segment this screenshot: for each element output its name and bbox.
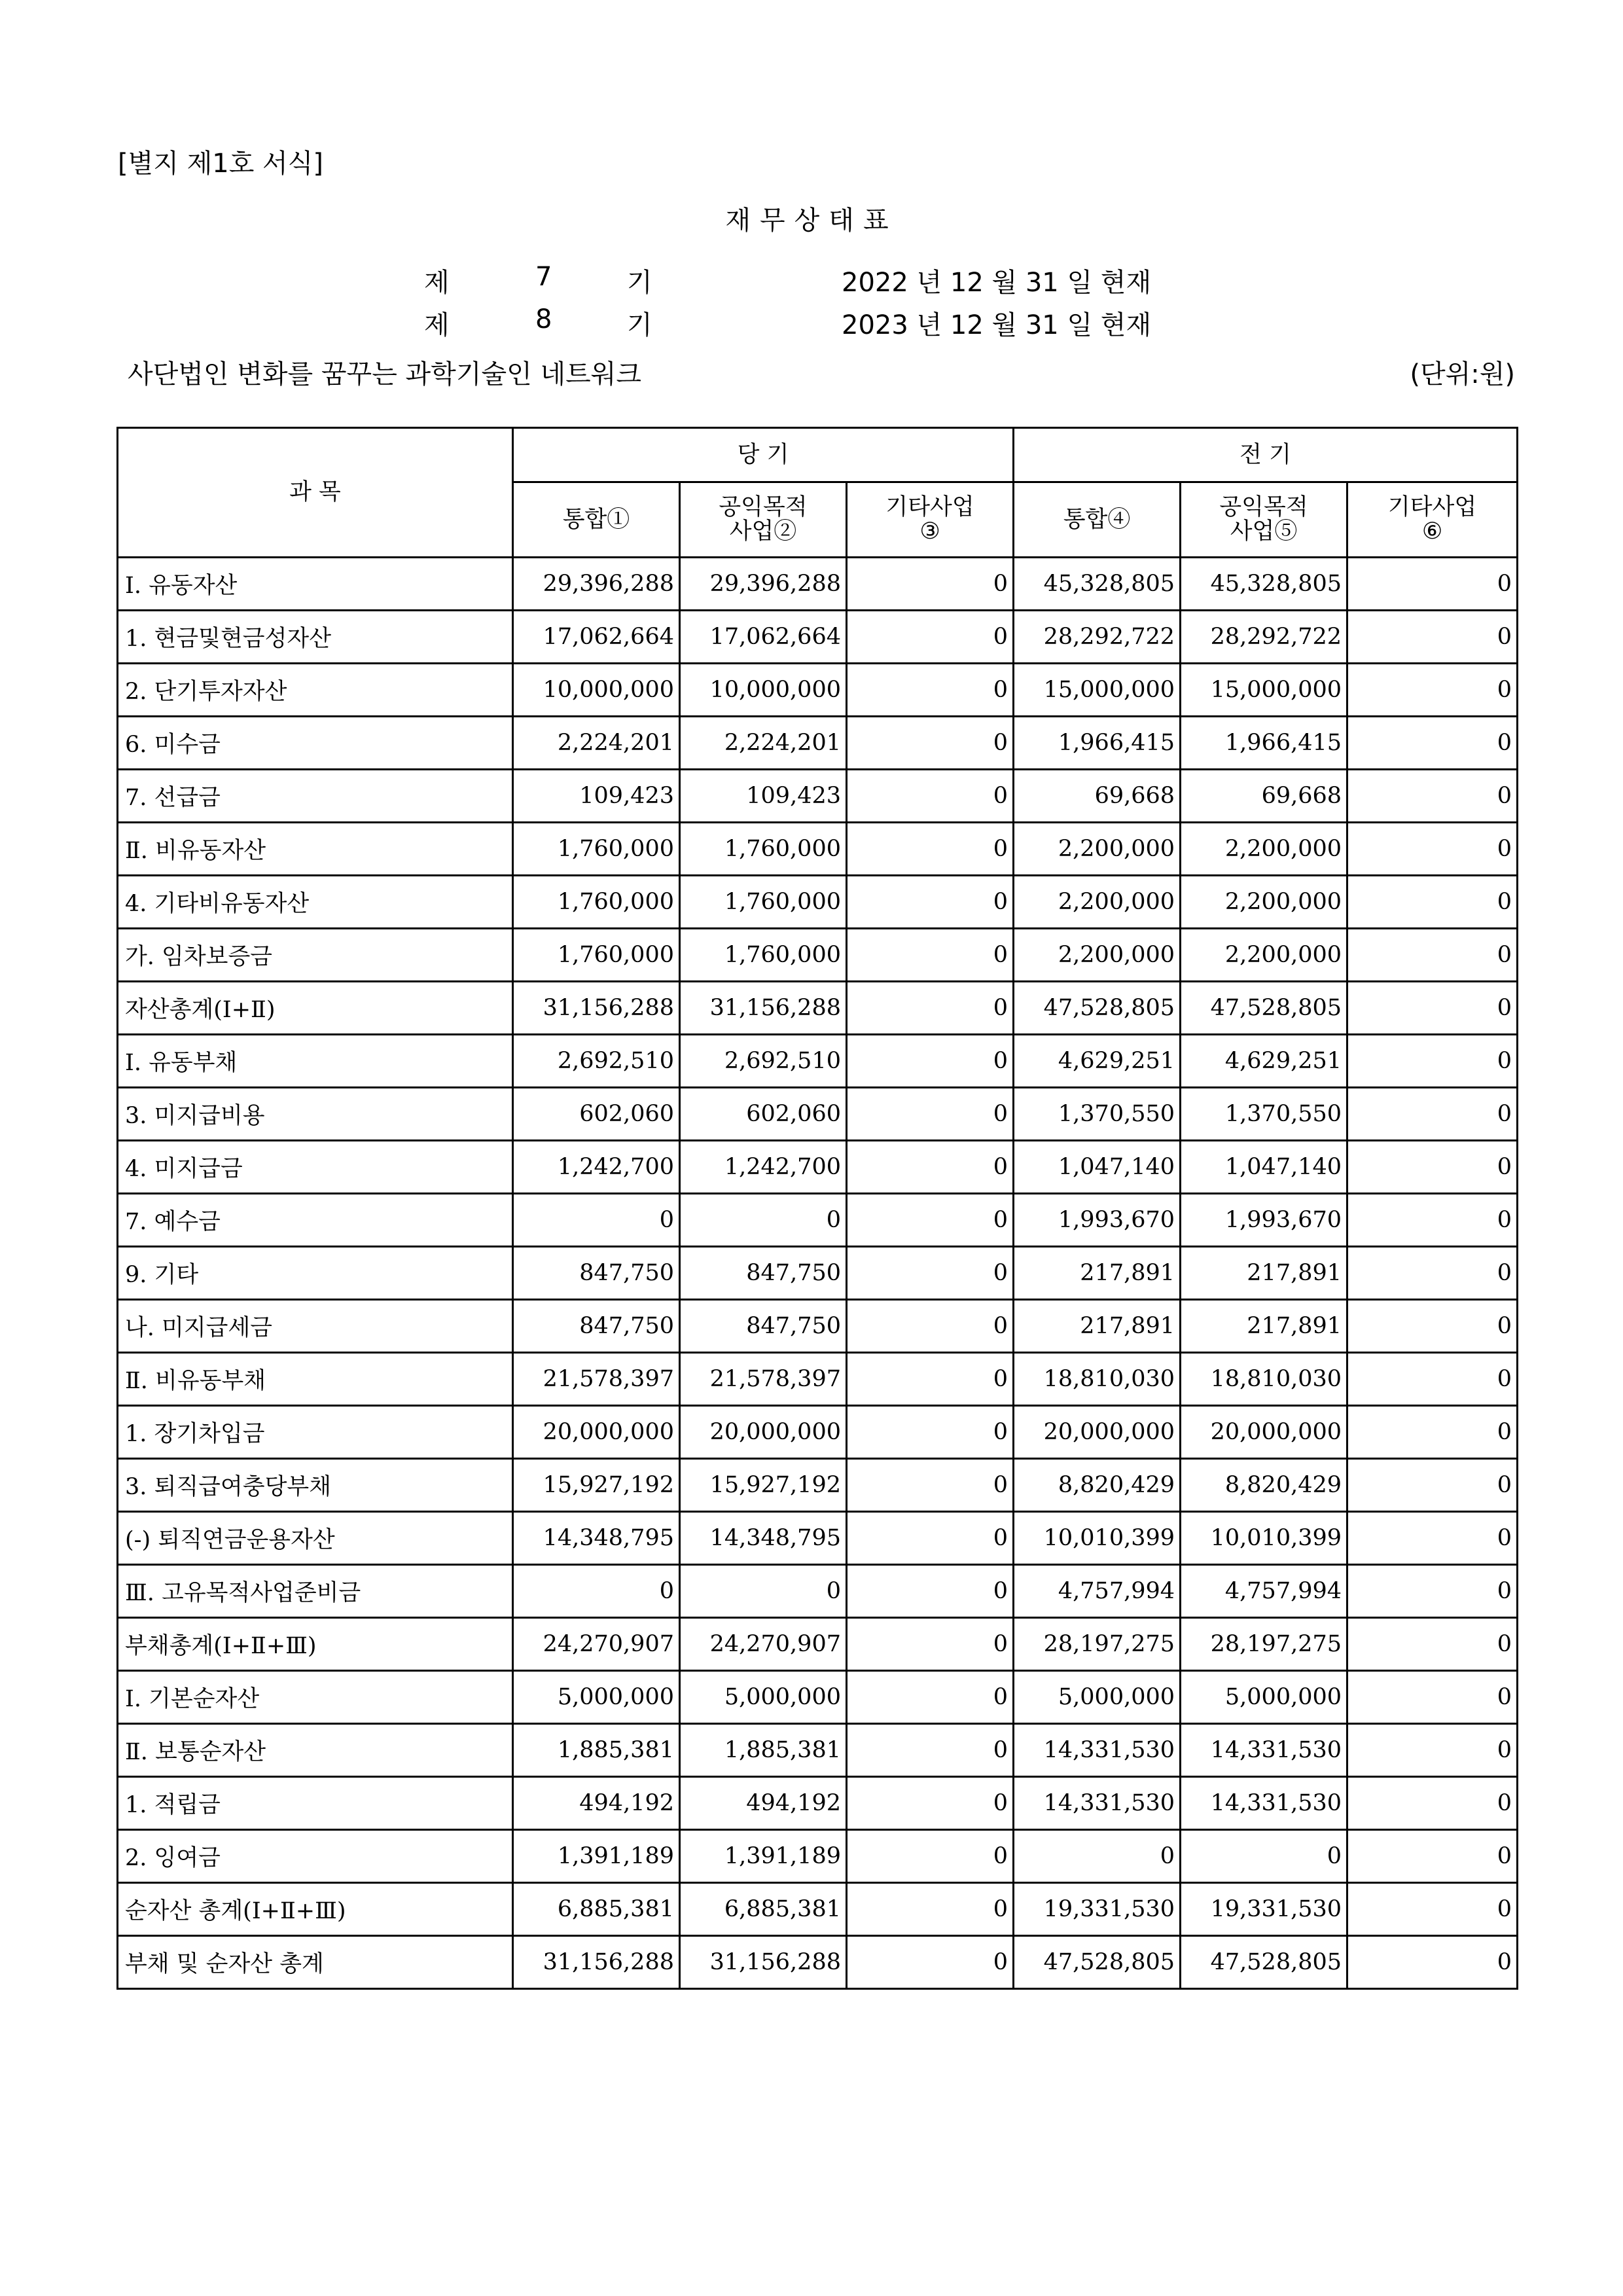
row-item-label: 가. 임차보증금 (118, 929, 513, 982)
amount-cell: 0 (847, 823, 1014, 876)
amount-cell: 2,692,510 (680, 1035, 847, 1088)
row-item-label: 순자산 총계(Ⅰ+Ⅱ+Ⅲ) (118, 1883, 513, 1936)
header-row-groups (118, 428, 1518, 482)
column-group-current-period: 당 기 (513, 428, 1014, 482)
table-row (118, 1459, 1518, 1512)
period-1-unit: 기 (627, 268, 652, 298)
amount-cell: 1,047,140 (1014, 1141, 1181, 1194)
row-item-label: (-) 퇴직연금운용자산 (118, 1512, 513, 1565)
amount-cell: 0 (847, 1565, 1014, 1618)
amount-cell: 0 (847, 1194, 1014, 1247)
amount-cell: 0 (847, 876, 1014, 929)
amount-cell: 21,578,397 (513, 1353, 680, 1406)
amount-cell: 109,423 (513, 770, 680, 823)
amount-cell: 0 (847, 982, 1014, 1035)
amount-cell: 19,331,530 (1014, 1883, 1181, 1936)
amount-cell: 14,331,530 (1181, 1777, 1347, 1830)
amount-cell: 10,010,399 (1181, 1512, 1347, 1565)
row-item-label: 3. 미지급비용 (118, 1088, 513, 1141)
column-group-prior-period: 전 기 (1014, 428, 1518, 482)
amount-cell: 0 (847, 929, 1014, 982)
amount-cell: 4,757,994 (1014, 1565, 1181, 1618)
amount-cell: 0 (847, 1936, 1014, 1989)
amount-cell: 24,270,907 (680, 1618, 847, 1671)
table-row (118, 558, 1518, 611)
amount-cell: 29,396,288 (513, 558, 680, 611)
row-item-label: 3. 퇴직급여충당부채 (118, 1459, 513, 1512)
amount-cell: 0 (847, 1088, 1014, 1141)
amount-cell: 47,528,805 (1014, 1936, 1181, 1989)
amount-cell: 2,224,201 (513, 717, 680, 770)
amount-cell: 1,391,189 (513, 1830, 680, 1883)
amount-cell: 31,156,288 (513, 982, 680, 1035)
row-item-label: Ⅱ. 비유동부채 (118, 1353, 513, 1406)
row-item-label: Ⅱ. 보통순자산 (118, 1724, 513, 1777)
amount-cell: 18,810,030 (1014, 1353, 1181, 1406)
amount-cell: 0 (1014, 1830, 1181, 1883)
amount-cell: 6,885,381 (513, 1883, 680, 1936)
amount-cell: 602,060 (680, 1088, 847, 1141)
period-2-ordinal-label: 제 (424, 310, 450, 340)
amount-cell: 0 (847, 1777, 1014, 1830)
amount-cell: 6,885,381 (680, 1883, 847, 1936)
amount-cell: 1,760,000 (513, 823, 680, 876)
table-row (118, 664, 1518, 717)
amount-cell: 69,668 (1014, 770, 1181, 823)
amount-cell: 5,000,000 (513, 1671, 680, 1724)
table-row (118, 982, 1518, 1035)
amount-cell: 1,966,415 (1181, 717, 1347, 770)
amount-cell: 1,391,189 (680, 1830, 847, 1883)
amount-cell: 1,966,415 (1014, 717, 1181, 770)
amount-cell: 47,528,805 (1181, 1936, 1347, 1989)
amount-cell: 2,200,000 (1014, 929, 1181, 982)
amount-cell: 217,891 (1181, 1300, 1347, 1353)
amount-cell: 0 (1347, 1141, 1518, 1194)
column-header-sub-line2: ③ (919, 518, 940, 545)
table-row (118, 929, 1518, 982)
amount-cell: 0 (1347, 770, 1518, 823)
column-header-sub-4 (1014, 482, 1181, 558)
amount-cell: 0 (1347, 1883, 1518, 1936)
table-row (118, 1936, 1518, 1989)
row-item-label: 7. 예수금 (118, 1194, 513, 1247)
amount-cell: 1,760,000 (513, 876, 680, 929)
amount-cell: 217,891 (1014, 1300, 1181, 1353)
row-item-label: Ⅰ. 유동자산 (118, 558, 513, 611)
row-item-label: 7. 선급금 (118, 770, 513, 823)
amount-cell: 5,000,000 (1014, 1671, 1181, 1724)
amount-cell: 1,993,670 (1181, 1194, 1347, 1247)
amount-cell: 18,810,030 (1181, 1353, 1347, 1406)
row-item-label: 1. 적립금 (118, 1777, 513, 1830)
financial-statement-table (116, 427, 1518, 1990)
amount-cell: 0 (1347, 1088, 1518, 1141)
amount-cell: 4,629,251 (1014, 1035, 1181, 1088)
column-header-sub-1 (513, 482, 680, 558)
amount-cell: 217,891 (1181, 1247, 1347, 1300)
amount-cell: 0 (847, 1459, 1014, 1512)
amount-cell: 45,328,805 (1014, 558, 1181, 611)
amount-cell: 47,528,805 (1014, 982, 1181, 1035)
amount-cell: 15,927,192 (680, 1459, 847, 1512)
table-row (118, 1671, 1518, 1724)
organization-name: 사단법인 변화를 꿈꾸는 과학기술인 네트워크 (128, 359, 642, 389)
row-item-label: Ⅲ. 고유목적사업준비금 (118, 1565, 513, 1618)
amount-cell: 29,396,288 (680, 558, 847, 611)
amount-cell: 10,010,399 (1014, 1512, 1181, 1565)
amount-cell: 0 (1347, 1565, 1518, 1618)
amount-cell: 2,692,510 (513, 1035, 680, 1088)
amount-cell: 0 (847, 1830, 1014, 1883)
amount-cell: 15,000,000 (1014, 664, 1181, 717)
amount-cell: 0 (847, 1512, 1014, 1565)
amount-cell: 0 (847, 558, 1014, 611)
period-1-number: 7 (535, 262, 552, 292)
amount-cell: 1,047,140 (1181, 1141, 1347, 1194)
row-item-label: Ⅰ. 기본순자산 (118, 1671, 513, 1724)
table-row (118, 1512, 1518, 1565)
amount-cell: 2,200,000 (1181, 929, 1347, 982)
amount-cell: 5,000,000 (680, 1671, 847, 1724)
amount-cell: 14,348,795 (680, 1512, 847, 1565)
row-item-label: 4. 기타비유동자산 (118, 876, 513, 929)
period-2-number: 8 (535, 304, 552, 334)
amount-cell: 31,156,288 (513, 1936, 680, 1989)
column-header-sub-5 (1181, 482, 1347, 558)
amount-cell: 21,578,397 (680, 1353, 847, 1406)
amount-cell: 0 (847, 1353, 1014, 1406)
amount-cell: 0 (847, 1141, 1014, 1194)
amount-cell: 10,000,000 (513, 664, 680, 717)
amount-cell: 217,891 (1014, 1247, 1181, 1300)
amount-cell: 0 (847, 1618, 1014, 1671)
amount-cell: 0 (1347, 1512, 1518, 1565)
amount-cell: 0 (1347, 1247, 1518, 1300)
amount-cell: 0 (847, 1406, 1014, 1459)
amount-cell: 28,197,275 (1181, 1618, 1347, 1671)
amount-cell: 0 (1347, 717, 1518, 770)
amount-cell: 1,760,000 (680, 929, 847, 982)
amount-cell: 0 (513, 1194, 680, 1247)
document-title: 재무상태표 (725, 206, 898, 236)
table-row (118, 1883, 1518, 1936)
amount-cell: 28,292,722 (1014, 611, 1181, 664)
period-2-unit: 기 (627, 310, 652, 340)
amount-cell: 20,000,000 (1181, 1406, 1347, 1459)
amount-cell: 0 (1347, 1777, 1518, 1830)
amount-cell: 4,757,994 (1181, 1565, 1347, 1618)
form-label: [별지 제1호 서식] (118, 149, 323, 179)
column-header-sub-line1: 기타사업 (885, 494, 974, 521)
amount-cell: 14,331,530 (1181, 1724, 1347, 1777)
amount-cell: 1,993,670 (1014, 1194, 1181, 1247)
amount-cell: 45,328,805 (1181, 558, 1347, 611)
amount-cell: 847,750 (680, 1300, 847, 1353)
amount-cell: 1,760,000 (680, 876, 847, 929)
amount-cell: 17,062,664 (680, 611, 847, 664)
amount-cell: 0 (1347, 1936, 1518, 1989)
table-row (118, 1035, 1518, 1088)
amount-cell: 20,000,000 (513, 1406, 680, 1459)
table-row (118, 611, 1518, 664)
amount-cell: 0 (847, 664, 1014, 717)
table-row (118, 1247, 1518, 1300)
table-row (118, 770, 1518, 823)
row-item-label: 4. 미지급금 (118, 1141, 513, 1194)
amount-cell: 0 (847, 1724, 1014, 1777)
amount-cell: 1,885,381 (513, 1724, 680, 1777)
amount-cell: 0 (1347, 1830, 1518, 1883)
amount-cell: 10,000,000 (680, 664, 847, 717)
amount-cell: 0 (1347, 1353, 1518, 1406)
period-1-date: 2022 년 12 월 31 일 현재 (842, 268, 1152, 298)
row-item-label: 6. 미수금 (118, 717, 513, 770)
amount-cell: 69,668 (1181, 770, 1347, 823)
amount-cell: 8,820,429 (1181, 1459, 1347, 1512)
amount-cell: 0 (1347, 1406, 1518, 1459)
column-header-sub-3 (847, 482, 1014, 558)
amount-cell: 31,156,288 (680, 982, 847, 1035)
column-header-sub-line1: 공익목적 (1219, 494, 1308, 521)
amount-cell: 0 (1347, 1300, 1518, 1353)
table-row (118, 1565, 1518, 1618)
amount-cell: 2,200,000 (1014, 823, 1181, 876)
amount-cell: 20,000,000 (1014, 1406, 1181, 1459)
column-header-item: 과 목 (118, 428, 513, 558)
table-row (118, 1777, 1518, 1830)
amount-cell: 1,760,000 (513, 929, 680, 982)
row-item-label: 나. 미지급세금 (118, 1300, 513, 1353)
amount-cell: 0 (1347, 664, 1518, 717)
period-1-ordinal-label: 제 (424, 268, 450, 298)
row-item-label: 1. 현금및현금성자산 (118, 611, 513, 664)
amount-cell: 0 (1347, 558, 1518, 611)
amount-cell: 0 (847, 1035, 1014, 1088)
amount-cell: 2,224,201 (680, 717, 847, 770)
amount-cell: 2,200,000 (1181, 876, 1347, 929)
column-header-sub-line2: ⑥ (1421, 518, 1443, 545)
amount-cell: 14,348,795 (513, 1512, 680, 1565)
column-header-sub-6 (1347, 482, 1518, 558)
column-header-sub-line1: 통합④ (1063, 506, 1131, 533)
table-row (118, 1830, 1518, 1883)
amount-cell: 15,927,192 (513, 1459, 680, 1512)
amount-cell: 847,750 (680, 1247, 847, 1300)
amount-cell: 0 (847, 717, 1014, 770)
amount-cell: 0 (1347, 1035, 1518, 1088)
amount-cell: 24,270,907 (513, 1618, 680, 1671)
amount-cell: 17,062,664 (513, 611, 680, 664)
amount-cell: 0 (847, 770, 1014, 823)
column-header-sub-line1: 통합① (562, 506, 630, 533)
amount-cell: 0 (1347, 1459, 1518, 1512)
amount-cell: 28,292,722 (1181, 611, 1347, 664)
amount-cell: 0 (680, 1565, 847, 1618)
amount-cell: 0 (1347, 1618, 1518, 1671)
amount-cell: 14,331,530 (1014, 1724, 1181, 1777)
amount-cell: 0 (847, 1247, 1014, 1300)
table-row (118, 1406, 1518, 1459)
column-header-sub-line2: 사업⑤ (1230, 518, 1298, 545)
table-row (118, 823, 1518, 876)
column-header-sub-2 (680, 482, 847, 558)
amount-cell: 2,200,000 (1181, 823, 1347, 876)
amount-cell: 494,192 (680, 1777, 847, 1830)
period-2-date: 2023 년 12 월 31 일 현재 (842, 310, 1152, 340)
amount-cell: 0 (1347, 1724, 1518, 1777)
amount-cell: 5,000,000 (1181, 1671, 1347, 1724)
table-row (118, 1194, 1518, 1247)
amount-cell: 8,820,429 (1014, 1459, 1181, 1512)
row-item-label: 부채총계(Ⅰ+Ⅱ+Ⅲ) (118, 1618, 513, 1671)
amount-cell: 47,528,805 (1181, 982, 1347, 1035)
amount-cell: 0 (1347, 929, 1518, 982)
amount-cell: 0 (847, 611, 1014, 664)
amount-cell: 28,197,275 (1014, 1618, 1181, 1671)
row-item-label: Ⅱ. 비유동자산 (118, 823, 513, 876)
period-line-2 (424, 304, 1151, 342)
amount-cell: 0 (1347, 1194, 1518, 1247)
table-row (118, 876, 1518, 929)
row-item-label: 1. 장기차입금 (118, 1406, 513, 1459)
amount-cell: 19,331,530 (1181, 1883, 1347, 1936)
amount-cell: 0 (847, 1671, 1014, 1724)
amount-cell: 1,242,700 (513, 1141, 680, 1194)
table-row (118, 1353, 1518, 1406)
row-item-label: 자산총계(Ⅰ+Ⅱ) (118, 982, 513, 1035)
table-row (118, 1141, 1518, 1194)
amount-cell: 0 (513, 1565, 680, 1618)
row-item-label: Ⅰ. 유동부채 (118, 1035, 513, 1088)
amount-cell: 1,760,000 (680, 823, 847, 876)
amount-cell: 31,156,288 (680, 1936, 847, 1989)
amount-cell: 20,000,000 (680, 1406, 847, 1459)
table-body (118, 558, 1518, 1989)
column-header-sub-line1: 공익목적 (719, 494, 808, 521)
amount-cell: 0 (847, 1300, 1014, 1353)
amount-cell: 0 (1347, 1671, 1518, 1724)
amount-cell: 1,370,550 (1181, 1088, 1347, 1141)
amount-cell: 0 (680, 1194, 847, 1247)
column-header-sub-line2: 사업② (729, 518, 797, 545)
table-row (118, 1724, 1518, 1777)
amount-cell: 602,060 (513, 1088, 680, 1141)
amount-cell: 0 (1181, 1830, 1347, 1883)
table-row (118, 1618, 1518, 1671)
amount-cell: 15,000,000 (1181, 664, 1347, 717)
amount-cell: 0 (1347, 876, 1518, 929)
row-item-label: 9. 기타 (118, 1247, 513, 1300)
amount-cell: 494,192 (513, 1777, 680, 1830)
amount-cell: 0 (1347, 611, 1518, 664)
amount-cell: 2,200,000 (1014, 876, 1181, 929)
amount-cell: 0 (1347, 982, 1518, 1035)
row-item-label: 2. 단기투자자산 (118, 664, 513, 717)
amount-cell: 4,629,251 (1181, 1035, 1347, 1088)
table-row (118, 717, 1518, 770)
amount-cell: 847,750 (513, 1247, 680, 1300)
amount-cell: 1,885,381 (680, 1724, 847, 1777)
amount-cell: 1,242,700 (680, 1141, 847, 1194)
amount-cell: 847,750 (513, 1300, 680, 1353)
column-header-sub-line1: 기타사업 (1387, 494, 1477, 521)
row-item-label: 2. 잉여금 (118, 1830, 513, 1883)
amount-cell: 109,423 (680, 770, 847, 823)
table-row (118, 1300, 1518, 1353)
period-line-1 (424, 262, 1151, 299)
amount-cell: 14,331,530 (1014, 1777, 1181, 1830)
unit-label: (단위:원) (1410, 359, 1515, 389)
row-item-label: 부채 및 순자산 총계 (118, 1936, 513, 1989)
amount-cell: 0 (1347, 823, 1518, 876)
table-row (118, 1088, 1518, 1141)
amount-cell: 0 (847, 1883, 1014, 1936)
amount-cell: 1,370,550 (1014, 1088, 1181, 1141)
